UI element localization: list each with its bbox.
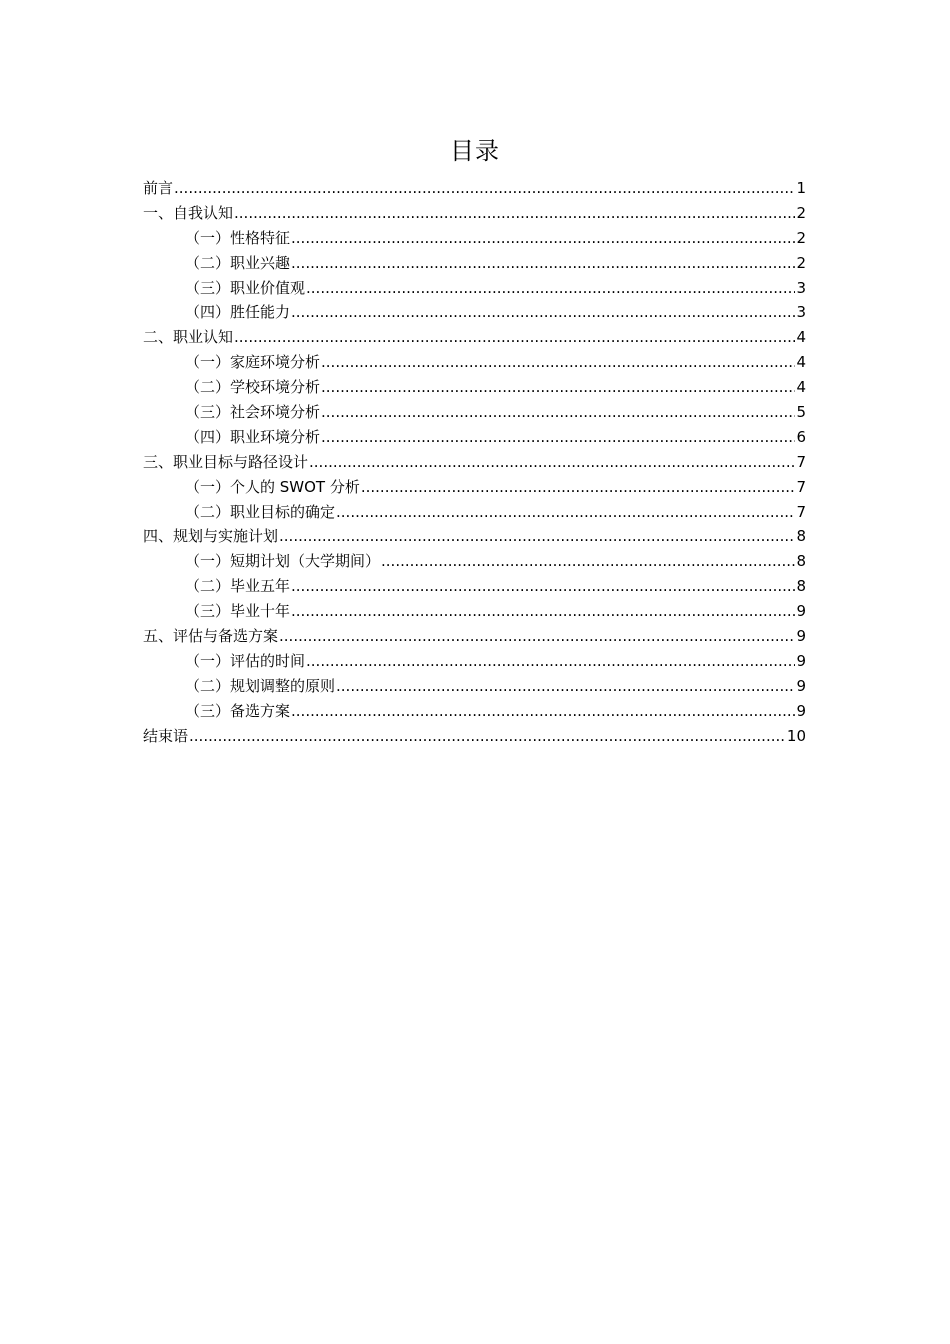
toc-entry-title: （二）职业目标的确定 [185, 502, 336, 521]
dot-leader [291, 599, 795, 624]
toc-entry[interactable] [143, 699, 806, 724]
toc-entry-page-number: 8 [796, 577, 806, 596]
toc-entry[interactable] [143, 251, 806, 276]
toc-entry-page-number: 10 [786, 726, 806, 745]
dot-leader [234, 201, 795, 226]
toc-entry-title: 前言 [143, 179, 174, 197]
dot-leader [234, 325, 795, 350]
toc-entry-page-number: 7 [796, 477, 806, 496]
dot-leader [381, 549, 795, 574]
toc-entry-page-number: 9 [796, 676, 806, 695]
toc-entry-page-number: 6 [796, 427, 806, 446]
dot-leader [291, 251, 795, 276]
dot-leader [336, 500, 795, 525]
toc-entry-page-number: 3 [796, 278, 806, 297]
dot-leader [291, 699, 795, 724]
dot-leader [309, 450, 795, 475]
toc-entry-page-number: 8 [796, 527, 806, 546]
toc-entry[interactable] [143, 350, 806, 375]
toc-entry-title: 三、职业目标与路径设计 [143, 452, 309, 471]
toc-entry[interactable] [143, 325, 806, 350]
toc-entry[interactable] [143, 176, 806, 201]
dot-leader [306, 276, 795, 301]
toc-entry[interactable] [143, 624, 806, 649]
dot-leader [321, 400, 795, 425]
toc-entry[interactable] [143, 400, 806, 425]
toc-entry[interactable] [143, 450, 806, 475]
toc-entry[interactable] [143, 549, 806, 574]
toc-entry[interactable] [143, 425, 806, 450]
toc-entry-page-number: 2 [796, 228, 806, 247]
dot-leader [321, 350, 795, 375]
dot-leader [174, 176, 795, 201]
toc-entry[interactable] [143, 276, 806, 301]
toc-entry-page-number: 9 [796, 651, 806, 670]
toc-entry-title: （一）性格特征 [185, 228, 291, 247]
dot-leader [279, 524, 795, 549]
toc-entry-title: （一）家庭环境分析 [185, 353, 321, 372]
toc-entry[interactable] [143, 649, 806, 674]
dot-leader [291, 226, 795, 251]
toc-entry[interactable] [143, 475, 806, 500]
toc-entry-title: （三）毕业十年 [185, 602, 291, 621]
toc-entry[interactable] [143, 300, 806, 325]
dot-leader [291, 574, 795, 599]
toc-entry[interactable] [143, 674, 806, 699]
toc-entry-title: 一、自我认知 [143, 203, 234, 222]
toc-entry-page-number: 8 [796, 552, 806, 571]
toc-entry-title: （二）学校环境分析 [185, 378, 321, 397]
toc-entry-title: （三）职业价值观 [185, 278, 306, 297]
toc-entry-title: （三）社会环境分析 [185, 403, 321, 422]
table-of-contents [143, 176, 806, 748]
toc-entry-title: （二）规划调整的原则 [185, 676, 336, 695]
toc-entry-title: （四）职业环境分析 [185, 427, 321, 446]
toc-entry[interactable] [143, 500, 806, 525]
toc-entry-title: （一）个人的 SWOT 分析 [185, 477, 360, 496]
toc-entry-title: （一）评估的时间 [185, 651, 306, 670]
toc-entry-page-number: 9 [796, 627, 806, 646]
dot-leader [189, 724, 786, 749]
toc-entry-title: 四、规划与实施计划 [143, 527, 279, 546]
toc-entry-title: 二、职业认知 [143, 328, 234, 347]
toc-entry[interactable] [143, 201, 806, 226]
toc-entry-page-number: 1 [796, 179, 806, 197]
toc-entry-page-number: 2 [796, 253, 806, 272]
toc-entry[interactable] [143, 226, 806, 251]
toc-entry-page-number: 4 [796, 353, 806, 372]
dot-leader [321, 425, 795, 450]
toc-entry-title: 五、评估与备选方案 [143, 627, 279, 646]
dot-leader [361, 475, 796, 500]
toc-entry-title: （四）胜任能力 [185, 303, 291, 322]
dot-leader [321, 375, 795, 400]
toc-entry-page-number: 7 [796, 502, 806, 521]
dot-leader [279, 624, 795, 649]
toc-entry-page-number: 2 [796, 203, 806, 222]
toc-entry[interactable] [143, 524, 806, 549]
dot-leader [306, 649, 795, 674]
toc-entry-title: （二）职业兴趣 [185, 253, 291, 272]
toc-title: 目录 [450, 137, 500, 165]
toc-entry[interactable] [143, 599, 806, 624]
toc-entry-page-number: 9 [796, 701, 806, 720]
toc-entry[interactable] [143, 574, 806, 599]
toc-entry-page-number: 4 [796, 378, 806, 397]
toc-entry-page-number: 5 [796, 403, 806, 422]
toc-entry-title: （二）毕业五年 [185, 577, 291, 596]
toc-entry[interactable] [143, 724, 806, 749]
toc-entry-title: （一）短期计划（大学期间） [185, 552, 381, 571]
dot-leader [336, 674, 795, 699]
toc-entry-title: 结束语 [143, 726, 189, 745]
toc-entry[interactable] [143, 375, 806, 400]
toc-entry-page-number: 9 [796, 602, 806, 621]
dot-leader [291, 300, 795, 325]
toc-entry-title: （三）备选方案 [185, 701, 291, 720]
toc-entry-page-number: 3 [796, 303, 806, 322]
toc-entry-page-number: 4 [796, 328, 806, 347]
toc-entry-page-number: 7 [796, 452, 806, 471]
